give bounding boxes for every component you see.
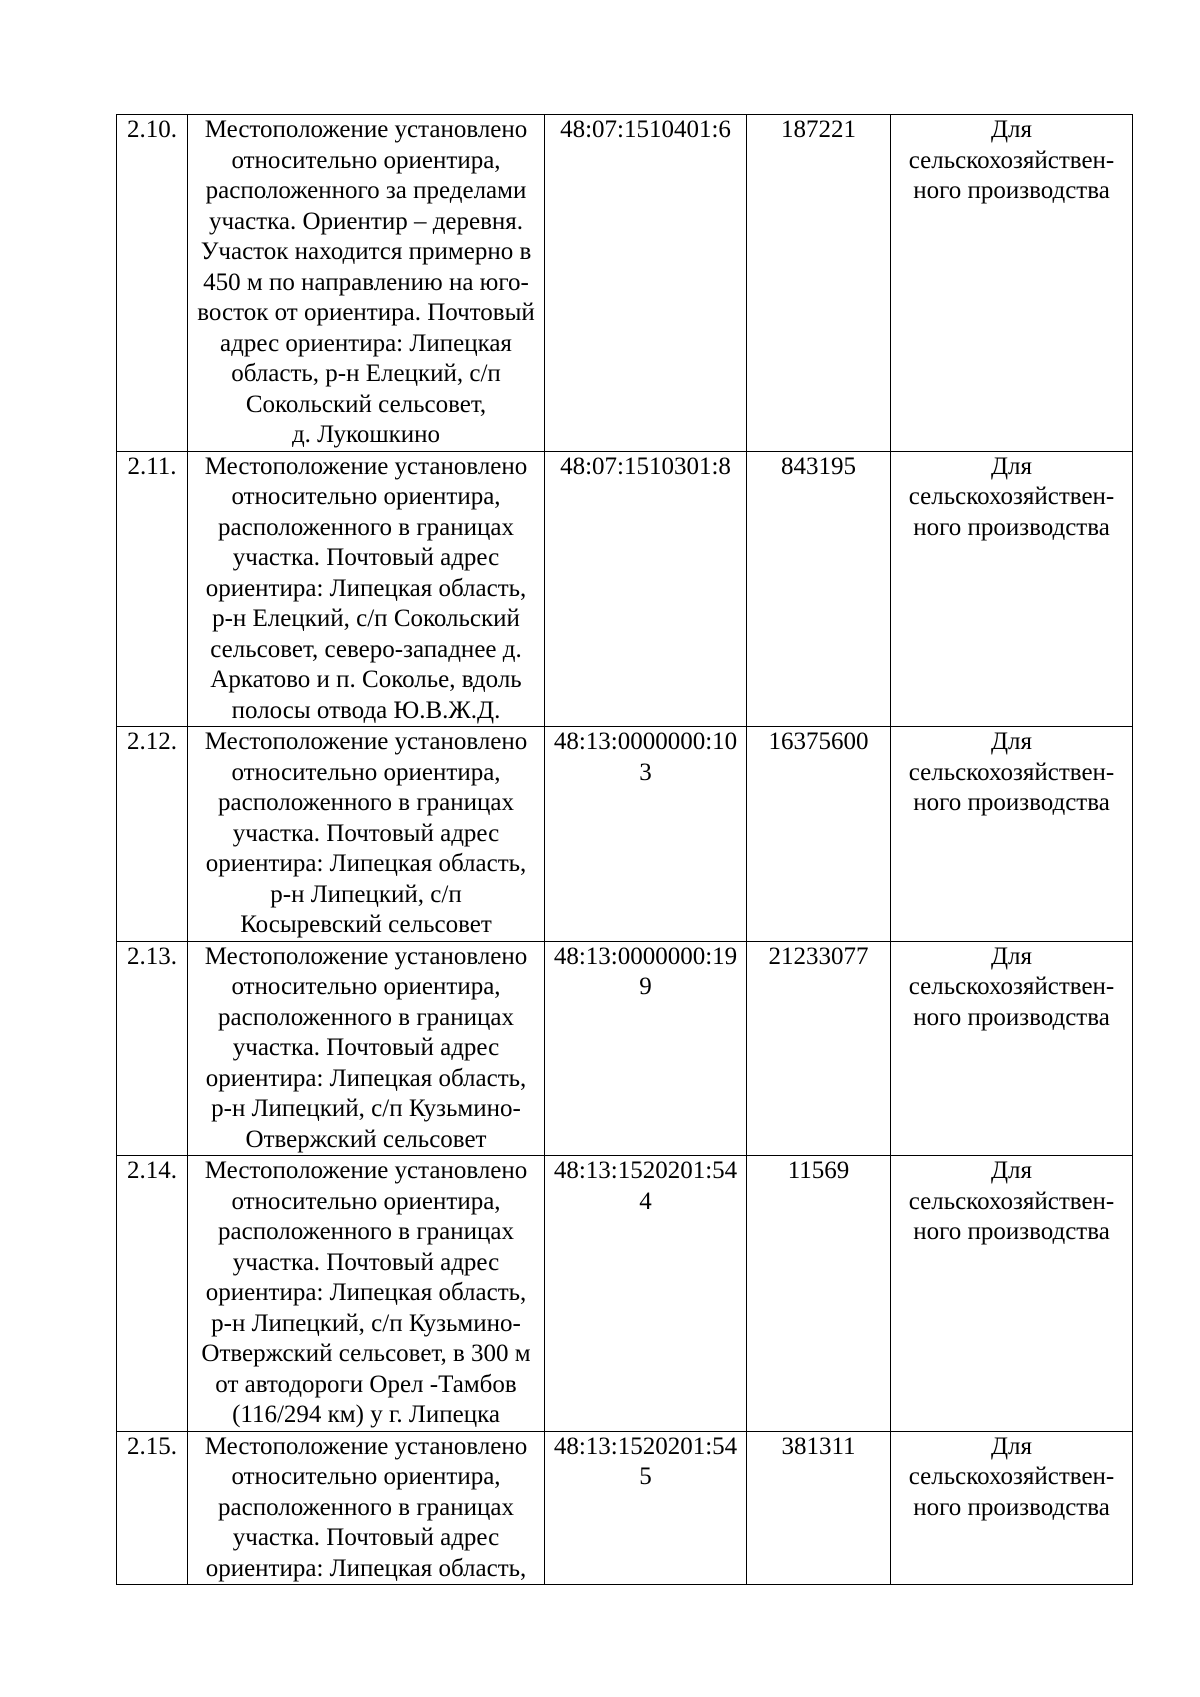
location-line: расположенного за пределами xyxy=(205,177,527,204)
cadastral-number-cell xyxy=(545,451,747,727)
permitted-use-cell xyxy=(891,1431,1133,1585)
permitted-use-line: сельскохозяйствен- xyxy=(908,1463,1115,1490)
location-cell xyxy=(188,941,545,1156)
table-row xyxy=(117,115,1133,452)
table-body xyxy=(117,115,1133,1585)
location-line: расположенного в границах xyxy=(218,789,514,816)
row-number-cell xyxy=(117,115,188,452)
location-line: относительно ориентира, xyxy=(231,758,501,786)
area-value: 187221 xyxy=(781,116,856,143)
permitted-use-line: ного производства xyxy=(913,177,1110,204)
row-number-cell xyxy=(117,451,188,727)
cadastral-number-line: 4 xyxy=(639,1187,652,1215)
permitted-use-cell xyxy=(891,1156,1133,1432)
area-cell xyxy=(747,115,891,452)
cadastral-number-line: 48:13:1520201:54 xyxy=(553,1157,738,1184)
cadastral-number-line: 5 xyxy=(639,1463,652,1490)
location-line: Местоположение установлено xyxy=(204,1157,528,1184)
permitted-use-line: сельскохозяйствен- xyxy=(908,973,1115,1000)
location-line: относительно ориентира, xyxy=(231,146,501,174)
cadastral-number-line: 48:07:1510301:8 xyxy=(560,452,731,480)
area-value: 381311 xyxy=(781,1432,856,1460)
permitted-use-cell xyxy=(891,941,1133,1156)
land-plots-table xyxy=(116,114,1133,1585)
cadastral-number-cell xyxy=(545,115,747,452)
location-line: Отвержский сельсовет, в 300 м xyxy=(201,1340,531,1367)
cadastral-number-line: 3 xyxy=(639,758,652,786)
location-line: расположенного в границах xyxy=(218,1218,514,1245)
location-line: ориентира: Липецкая область, xyxy=(205,1279,527,1306)
location-line: ориентира: Липецкая область, xyxy=(205,1064,527,1092)
location-line: Местоположение установлено xyxy=(204,116,528,143)
cadastral-number-line: 48:13:1520201:54 xyxy=(553,1432,738,1460)
area-value: 11569 xyxy=(787,1157,850,1184)
cadastral-number-cell xyxy=(545,1156,747,1432)
permitted-use-line: Для xyxy=(990,1432,1033,1460)
location-line: расположенного в границах xyxy=(218,1493,514,1521)
location-line: р-н Липецкий, с/п Кузьмино- xyxy=(211,1095,521,1122)
area-cell xyxy=(747,451,891,727)
location-line: участка. Ориентир – деревня. xyxy=(208,207,524,235)
location-line: Местоположение установлено xyxy=(204,1432,528,1460)
location-line: участка. Почтовый адрес xyxy=(232,819,500,847)
location-line: расположенного в границах xyxy=(218,1003,514,1031)
location-line: сельсовет, северо-западнее д. xyxy=(210,635,522,663)
area-cell xyxy=(747,1431,891,1585)
permitted-use-line: Для xyxy=(990,452,1033,480)
location-line: Местоположение установлено xyxy=(204,452,528,480)
permitted-use-line: ного производства xyxy=(913,1003,1110,1031)
location-line: участка. Почтовый адрес xyxy=(232,1034,500,1061)
cadastral-number-line: 9 xyxy=(639,973,652,1000)
location-line: адрес ориентира: Липецкая xyxy=(220,329,512,357)
location-line: д. Лукошкино xyxy=(291,421,441,448)
location-line: (116/294 км) у г. Липецка xyxy=(232,1401,500,1428)
table-row xyxy=(117,451,1133,727)
permitted-use-line: сельскохозяйствен- xyxy=(908,1187,1115,1215)
area-cell xyxy=(747,941,891,1156)
location-line: расположенного в границах xyxy=(218,513,514,541)
table-row xyxy=(117,1156,1133,1432)
location-cell xyxy=(188,1156,545,1432)
permitted-use-cell xyxy=(891,115,1133,452)
table-row xyxy=(117,1431,1133,1585)
row-number: 2.13. xyxy=(127,942,177,970)
location-line: Местоположение установлено xyxy=(204,728,528,755)
cadastral-number-cell xyxy=(545,1431,747,1585)
location-line: относительно ориентира, xyxy=(231,1187,501,1215)
permitted-use-line: Для xyxy=(990,1157,1033,1184)
location-line: ориентира: Липецкая область, xyxy=(205,574,527,602)
location-line: восток от ориентира. Почтовый xyxy=(197,299,535,326)
location-line: ориентира: Липецкая область, xyxy=(205,1554,527,1582)
location-line: область, р-н Елецкий, с/п xyxy=(231,360,501,387)
location-line: от автодороги Орел -Тамбов xyxy=(215,1370,517,1398)
permitted-use-cell xyxy=(891,727,1133,942)
permitted-use-line: ного производства xyxy=(913,1493,1110,1521)
area-value: 16375600 xyxy=(768,728,869,755)
row-number-cell xyxy=(117,941,188,1156)
location-cell xyxy=(188,727,545,942)
cadastral-number-cell xyxy=(545,727,747,942)
location-line: Местоположение установлено xyxy=(204,942,528,970)
row-number: 2.10. xyxy=(127,116,177,143)
area-cell xyxy=(747,727,891,942)
location-line: участка. Почтовый адрес xyxy=(232,544,500,571)
location-line: р-н Елецкий, с/п Сокольский xyxy=(212,605,520,632)
area-value: 843195 xyxy=(781,452,856,480)
permitted-use-line: сельскохозяйствен- xyxy=(908,483,1115,510)
permitted-use-line: ного производства xyxy=(913,789,1110,816)
permitted-use-line: сельскохозяйствен- xyxy=(908,758,1115,786)
permitted-use-line: Для xyxy=(990,116,1033,143)
location-line: Участок находится примерно в xyxy=(200,238,532,265)
location-line: относительно ориентира, xyxy=(231,1463,501,1490)
row-number-cell xyxy=(117,727,188,942)
cadastral-number-line: 48:13:0000000:10 xyxy=(553,728,738,755)
location-cell xyxy=(188,451,545,727)
location-line: Аркатово и п. Соколье, вдоль xyxy=(210,666,522,693)
row-number: 2.11. xyxy=(127,452,177,480)
location-line: относительно ориентира, xyxy=(231,973,501,1000)
table-row xyxy=(117,941,1133,1156)
cadastral-number-line: 48:07:1510401:6 xyxy=(560,116,731,143)
location-line: полосы отвода Ю.В.Ж.Д. xyxy=(231,696,501,724)
location-line: ориентира: Липецкая область, xyxy=(205,850,527,877)
permitted-use-line: ного производства xyxy=(913,1218,1110,1245)
row-number: 2.12. xyxy=(127,728,177,755)
area-value: 21233077 xyxy=(768,942,869,970)
location-line: Косыревский сельсовет xyxy=(240,911,492,938)
row-number: 2.14. xyxy=(127,1157,177,1184)
location-cell xyxy=(188,115,545,452)
row-number-cell xyxy=(117,1431,188,1585)
location-line: относительно ориентира, xyxy=(231,483,501,510)
location-line: Сокольский сельсовет, xyxy=(245,390,487,418)
location-line: р-н Липецкий, с/п Кузьмино- xyxy=(211,1309,521,1337)
permitted-use-line: сельскохозяйствен- xyxy=(908,146,1115,174)
location-line: участка. Почтовый адрес xyxy=(232,1524,500,1551)
permitted-use-cell xyxy=(891,451,1133,727)
location-line: 450 м по направлению на юго- xyxy=(203,268,529,296)
location-line: р-н Липецкий, с/п xyxy=(270,880,462,908)
table-row xyxy=(117,727,1133,942)
cadastral-number-cell xyxy=(545,941,747,1156)
location-line: участка. Почтовый адрес xyxy=(232,1248,500,1276)
cadastral-number-line: 48:13:0000000:19 xyxy=(553,942,738,970)
location-cell xyxy=(188,1431,545,1585)
row-number: 2.15. xyxy=(127,1432,177,1460)
permitted-use-line: Для xyxy=(990,728,1033,755)
row-number-cell xyxy=(117,1156,188,1432)
permitted-use-line: ного производства xyxy=(913,513,1110,541)
area-cell xyxy=(747,1156,891,1432)
permitted-use-line: Для xyxy=(990,942,1033,970)
location-line: Отвержский сельсовет xyxy=(245,1125,487,1153)
